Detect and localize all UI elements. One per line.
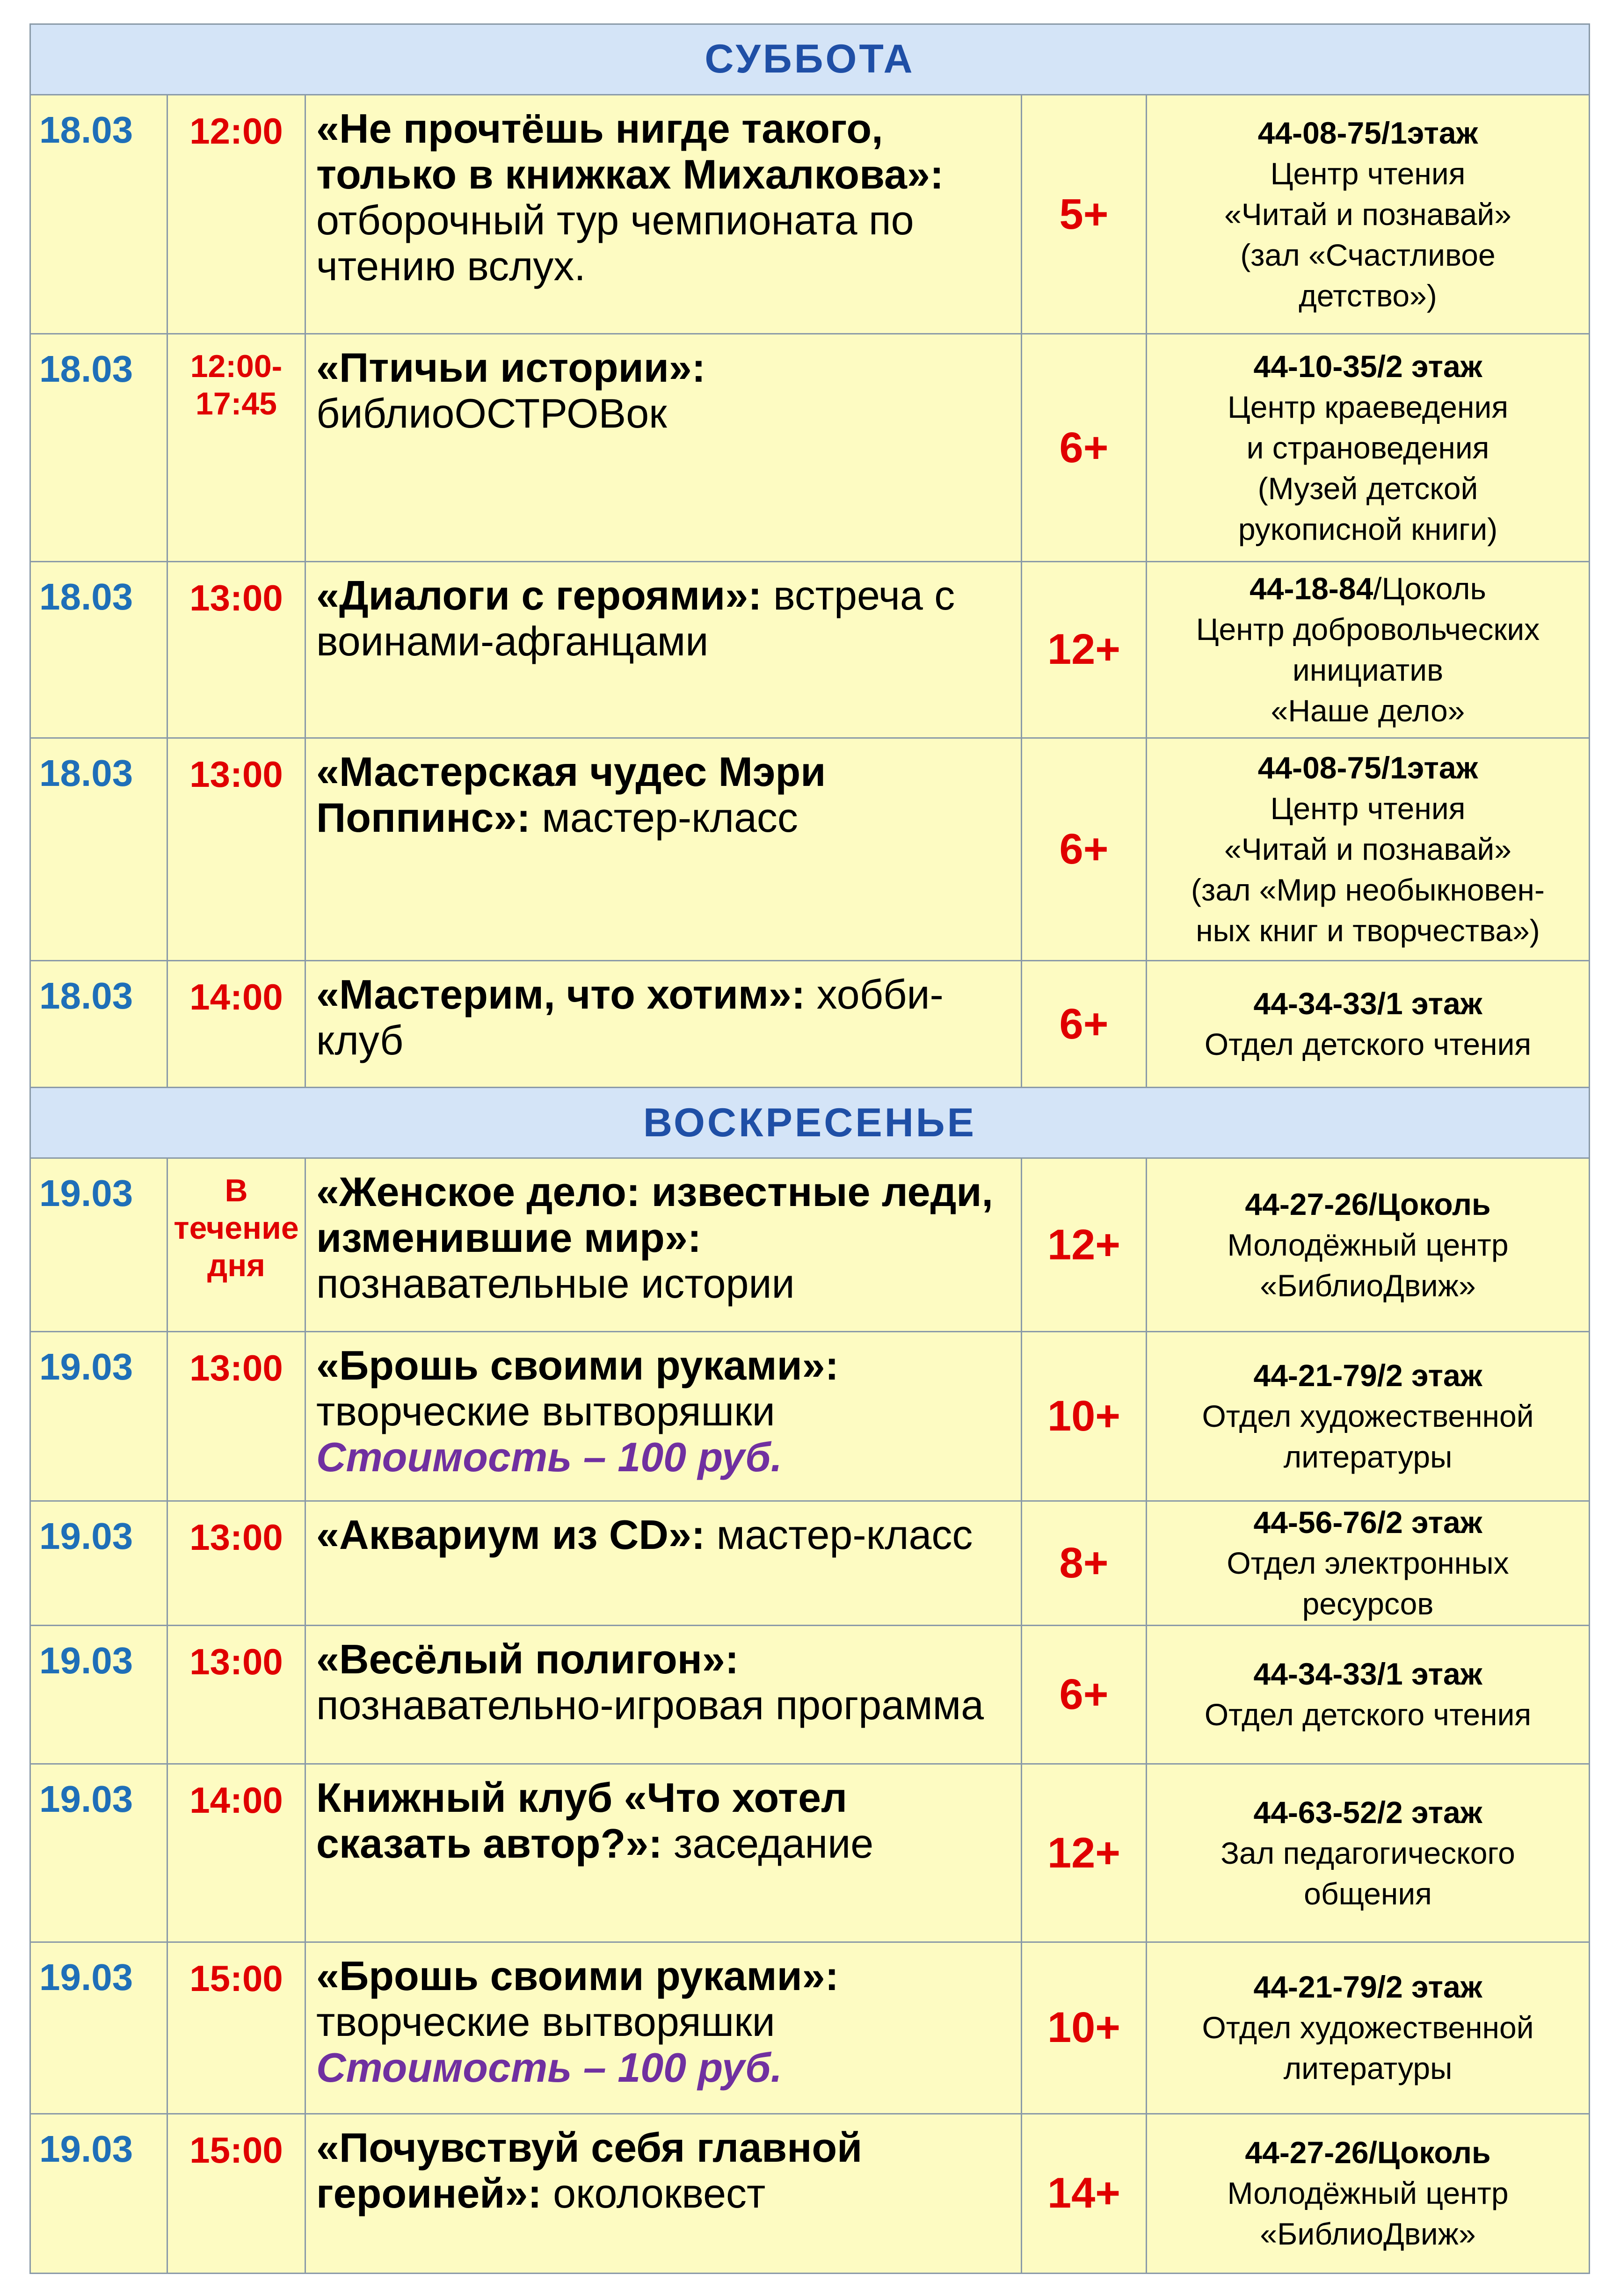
event-row bbox=[30, 1332, 1590, 1501]
event-title-bold: «Птичьи истории»: bbox=[316, 344, 706, 391]
event-date: 18.03 bbox=[30, 562, 167, 738]
event-date: 18.03 bbox=[30, 94, 167, 334]
event-time: 15:00 bbox=[167, 1942, 305, 2114]
event-date: 19.03 bbox=[30, 1158, 167, 1332]
age-rating: 6+ bbox=[1022, 334, 1147, 562]
event-title bbox=[305, 334, 1022, 562]
event-time: 14:00 bbox=[167, 1764, 305, 1942]
event-location bbox=[1147, 1332, 1590, 1501]
location-line: детство») bbox=[1299, 278, 1437, 313]
event-row bbox=[30, 1625, 1590, 1764]
event-time: В течение дня bbox=[167, 1158, 305, 1332]
location-phone bbox=[1152, 1355, 1584, 1396]
location-phone bbox=[1152, 568, 1584, 609]
event-price: Стоимость – 100 руб. bbox=[316, 2044, 782, 2091]
event-price: Стоимость – 100 руб. bbox=[316, 1434, 782, 1481]
event-location bbox=[1147, 94, 1590, 334]
age-rating: 12+ bbox=[1022, 562, 1147, 738]
location-line: ресурсов bbox=[1302, 1586, 1434, 1621]
phone-number: 44-27-26/Цоколь bbox=[1245, 2135, 1491, 2170]
event-title-rest: околоквест bbox=[541, 2170, 766, 2216]
event-title-rest: творческие вытворяшки bbox=[316, 1388, 775, 1435]
location-line: ных книг и творчества») bbox=[1196, 913, 1540, 948]
age-rating: 12+ bbox=[1022, 1764, 1147, 1942]
schedule-table bbox=[29, 23, 1590, 2274]
event-location bbox=[1147, 1625, 1590, 1764]
phone-number: 44-63-52/2 этаж bbox=[1253, 1795, 1482, 1830]
location-line: Молодёжный центр bbox=[1227, 2176, 1509, 2211]
event-date: 19.03 bbox=[30, 1501, 167, 1625]
location-phone bbox=[1152, 748, 1584, 788]
location-line: (зал «Счастливое bbox=[1240, 237, 1496, 272]
event-row bbox=[30, 738, 1590, 961]
event-location bbox=[1147, 738, 1590, 961]
location-line: рукописной книги) bbox=[1238, 511, 1498, 546]
event-title-rest: библиоОСТРОВок bbox=[316, 390, 667, 437]
location-line: Отдел детского чтения bbox=[1204, 1027, 1532, 1062]
location-line: общения bbox=[1304, 1876, 1432, 1911]
location-phone bbox=[1152, 1654, 1584, 1694]
age-rating: 5+ bbox=[1022, 94, 1147, 334]
location-line: Центр добровольческих bbox=[1196, 611, 1540, 647]
phone-number: 44-27-26/Цоколь bbox=[1245, 1186, 1491, 1221]
day-header-row bbox=[30, 1088, 1590, 1158]
age-rating: 12+ bbox=[1022, 1158, 1147, 1332]
phone-number: 44-08-75/1этаж bbox=[1257, 115, 1478, 150]
event-title-bold: «Женское дело: известные леди, изменившие мир»: bbox=[316, 1169, 993, 1261]
event-location bbox=[1147, 1158, 1590, 1332]
event-date: 19.03 bbox=[30, 2114, 167, 2273]
location-line: «БиблиоДвиж» bbox=[1260, 2216, 1476, 2252]
event-location bbox=[1147, 961, 1590, 1088]
event-row bbox=[30, 1501, 1590, 1625]
event-title bbox=[305, 1158, 1022, 1332]
event-title bbox=[305, 961, 1022, 1088]
age-rating: 10+ bbox=[1022, 1942, 1147, 2114]
event-title-rest: заседание bbox=[662, 1820, 874, 1867]
event-title-rest: мастер-класс bbox=[705, 1511, 973, 1558]
event-row bbox=[30, 94, 1590, 334]
location-line: и страноведения bbox=[1246, 430, 1489, 465]
location-phone bbox=[1152, 2132, 1584, 2173]
location-line: «Наше дело» bbox=[1271, 693, 1465, 728]
event-title-bold: «Брошь своими руками»: bbox=[316, 1342, 839, 1389]
event-title-bold: «Диалоги с героями»: bbox=[316, 572, 762, 619]
location-line: Отдел художественной bbox=[1202, 1399, 1534, 1434]
event-time: 12:00 bbox=[167, 94, 305, 334]
event-title-rest: встреча с воинами-афганцами bbox=[316, 572, 955, 665]
location-line: литературы bbox=[1283, 1439, 1453, 1475]
event-row bbox=[30, 1158, 1590, 1332]
phone-floor: /Цоколь bbox=[1373, 571, 1486, 606]
day-label: ВОСКРЕСЕНЬЕ bbox=[643, 1100, 976, 1145]
phone-number: 44-34-33/1 этаж bbox=[1253, 986, 1482, 1021]
location-phone bbox=[1152, 1184, 1584, 1225]
event-title-bold: «Брошь своими руками»: bbox=[316, 1953, 839, 1999]
event-title bbox=[305, 562, 1022, 738]
age-rating: 14+ bbox=[1022, 2114, 1147, 2273]
age-rating: 6+ bbox=[1022, 738, 1147, 961]
event-date: 19.03 bbox=[30, 1332, 167, 1501]
event-time: 13:00 bbox=[167, 562, 305, 738]
phone-number: 44-56-76/2 этаж bbox=[1253, 1504, 1482, 1540]
location-line: Центр чтения bbox=[1270, 156, 1466, 191]
phone-number: 44-21-79/2 этаж bbox=[1253, 1969, 1482, 2005]
location-phone bbox=[1152, 1792, 1584, 1833]
day-header-cell bbox=[30, 1088, 1590, 1158]
event-title-bold: «Мастерим, что хотим»: bbox=[316, 971, 806, 1018]
event-title-rest: познавательные истории bbox=[316, 1260, 795, 1307]
location-line: (Музей детской bbox=[1257, 471, 1478, 506]
event-title bbox=[305, 2114, 1022, 2273]
location-line: «Читай и познавай» bbox=[1224, 196, 1511, 232]
event-location bbox=[1147, 1764, 1590, 1942]
event-location bbox=[1147, 562, 1590, 738]
day-header-cell bbox=[30, 24, 1590, 95]
event-time: 13:00 bbox=[167, 1625, 305, 1764]
event-time: 12:00-17:45 bbox=[167, 334, 305, 562]
location-line: Молодёжный центр bbox=[1227, 1227, 1509, 1262]
location-line: «Читай и познавай» bbox=[1224, 832, 1511, 867]
event-location bbox=[1147, 1501, 1590, 1625]
location-line: (зал «Мир необыкновен- bbox=[1191, 872, 1545, 908]
phone-number: 44-34-33/1 этаж bbox=[1253, 1657, 1482, 1692]
event-title-rest: мастер-класс bbox=[530, 794, 798, 841]
event-title-bold: «Не прочтёшь нигде такого, только в книжках Михалкова»: bbox=[316, 105, 944, 197]
day-label: СУББОТА bbox=[705, 36, 915, 82]
event-title-bold: Книжный клуб «Что хотел сказать автор?»: bbox=[316, 1774, 847, 1867]
event-location bbox=[1147, 1942, 1590, 2114]
event-row bbox=[30, 1942, 1590, 2114]
schedule-body bbox=[30, 24, 1590, 2274]
event-title-rest: творческие вытворяшки bbox=[316, 1998, 775, 2045]
event-title bbox=[305, 1501, 1022, 1625]
location-line: инициатив bbox=[1292, 652, 1444, 687]
event-title-rest: познавательно-игровая программа bbox=[316, 1681, 984, 1728]
event-title bbox=[305, 1942, 1022, 2114]
event-title bbox=[305, 738, 1022, 961]
event-time: 13:00 bbox=[167, 1501, 305, 1625]
age-rating: 8+ bbox=[1022, 1501, 1147, 1625]
event-row bbox=[30, 562, 1590, 738]
phone-number: 44-08-75/1этаж bbox=[1257, 750, 1478, 785]
event-title bbox=[305, 1764, 1022, 1942]
event-row bbox=[30, 1764, 1590, 1942]
event-date: 19.03 bbox=[30, 1625, 167, 1764]
event-row bbox=[30, 334, 1590, 562]
event-time: 15:00 bbox=[167, 2114, 305, 2273]
location-line: Центр краеведения bbox=[1227, 389, 1509, 424]
event-location bbox=[1147, 334, 1590, 562]
age-rating: 10+ bbox=[1022, 1332, 1147, 1501]
event-date: 19.03 bbox=[30, 1764, 167, 1942]
location-line: Отдел художественной bbox=[1202, 2010, 1534, 2045]
event-date: 18.03 bbox=[30, 961, 167, 1088]
location-phone bbox=[1152, 113, 1584, 153]
event-title-rest: отборочный тур чемпионата по чтению вслух. bbox=[316, 196, 914, 289]
event-title-bold: «Мастерская чудес Мэри Поппинс»: bbox=[316, 748, 826, 841]
phone-number: 44-18-84 bbox=[1250, 571, 1373, 606]
event-title-bold: «Аквариум из CD»: bbox=[316, 1511, 705, 1558]
event-time: 13:00 bbox=[167, 738, 305, 961]
location-line: Отдел электронных bbox=[1227, 1545, 1509, 1580]
event-time: 13:00 bbox=[167, 1332, 305, 1501]
event-title bbox=[305, 1332, 1022, 1501]
location-line: Центр чтения bbox=[1270, 791, 1466, 826]
event-date: 19.03 bbox=[30, 1942, 167, 2114]
event-title-bold: «Почувствуй себя главной героиней»: bbox=[316, 2124, 863, 2216]
location-phone bbox=[1152, 1502, 1584, 1543]
phone-number: 44-21-79/2 этаж bbox=[1253, 1358, 1482, 1393]
event-title bbox=[305, 94, 1022, 334]
location-line: «БиблиоДвиж» bbox=[1260, 1268, 1476, 1303]
location-line: литературы bbox=[1283, 2051, 1453, 2086]
age-rating: 6+ bbox=[1022, 1625, 1147, 1764]
event-title-rest: хобби-клуб bbox=[316, 971, 944, 1064]
event-row bbox=[30, 2114, 1590, 2273]
day-header-row bbox=[30, 24, 1590, 95]
location-line: Зал педагогического bbox=[1220, 1835, 1515, 1870]
location-phone bbox=[1152, 983, 1584, 1024]
location-line: Отдел детского чтения bbox=[1204, 1697, 1532, 1732]
location-phone bbox=[1152, 346, 1584, 387]
event-time: 14:00 bbox=[167, 961, 305, 1088]
event-date: 18.03 bbox=[30, 738, 167, 961]
location-phone bbox=[1152, 1967, 1584, 2007]
event-date: 18.03 bbox=[30, 334, 167, 562]
event-title bbox=[305, 1625, 1022, 1764]
event-row bbox=[30, 961, 1590, 1088]
age-rating: 6+ bbox=[1022, 961, 1147, 1088]
phone-number: 44-10-35/2 этаж bbox=[1253, 349, 1482, 384]
event-location bbox=[1147, 2114, 1590, 2273]
event-title-bold: «Весёлый полигон»: bbox=[316, 1635, 739, 1682]
